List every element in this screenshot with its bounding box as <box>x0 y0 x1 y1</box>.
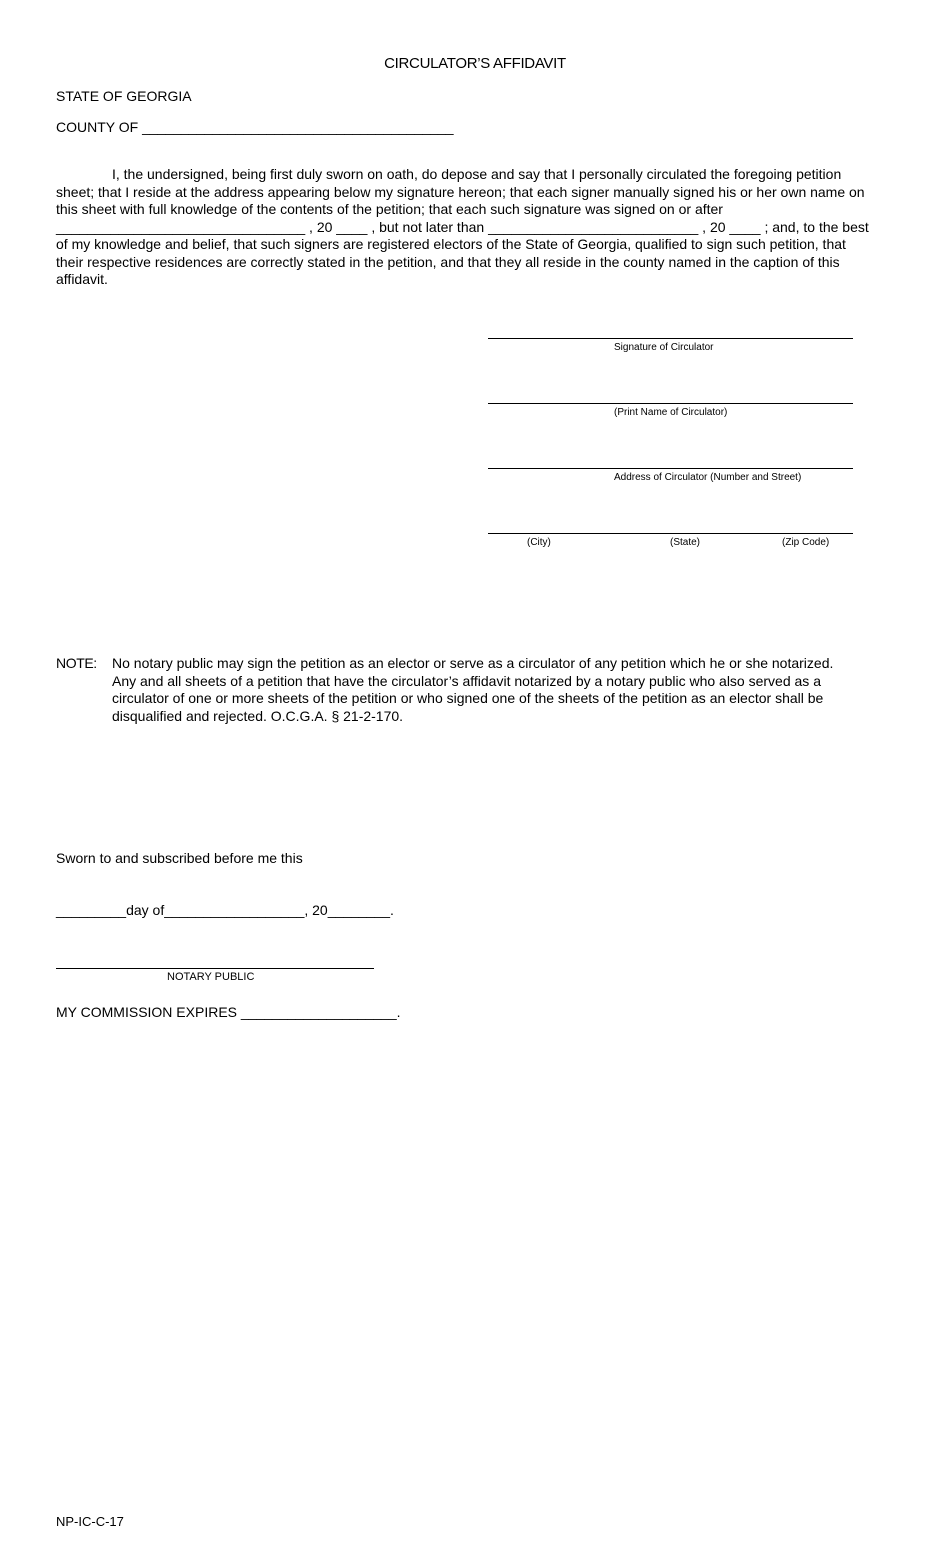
commission-expires: MY COMMISSION EXPIRES ____________________. <box>56 1004 401 1020</box>
signature-label: Signature of Circulator <box>614 342 714 353</box>
county-field: COUNTY OF ________________________________________ <box>56 119 454 135</box>
date-line: _________day of__________________, 20________. <box>56 902 394 918</box>
city-label: (City) <box>527 537 551 548</box>
affidavit-paragraph <box>56 166 876 289</box>
city-state-zip-line <box>488 533 853 534</box>
state-heading: STATE OF GEORGIA <box>56 88 192 104</box>
print-name-line <box>488 403 853 404</box>
state-label: (State) <box>670 537 701 548</box>
address-label: Address of Circulator (Number and Street) <box>614 472 802 483</box>
address-line <box>488 468 853 469</box>
zip-label: (Zip Code) <box>782 537 830 548</box>
page-title: CIRCULATOR’S AFFIDAVIT <box>384 55 566 72</box>
signature-line <box>488 338 853 339</box>
note-text: No notary public may sign the petition as an elector or serve as a circulator of any petition which he or she notarized. Any and all sheets of a petition that have the circulator’s affidavit notarized by a notary public who also served as a circulator of one or more sheets of the petition or who signed one of the sheets of the petition as an elector shall be disqualified and rejected. O.C.G.A. § 21-2-170. <box>112 655 834 724</box>
sworn-statement: Sworn to and subscribed before me this <box>56 850 303 866</box>
affidavit-text: I, the undersigned, being first duly sworn on oath, do depose and say that I personally circulated the foregoing petition sheet; that I reside at the address appearing below my signature hereon; that each signer manually signed his or her own name on this sheet with full knowledge of the contents of the petition; that each such signature was signed on or after ________________________________ , 20 ____ , but not later than ___________________________ , 20 ____ ; and, to the best of my knowledge and belief, that such signers are registered electors of the State of Georgia, qualified to sign such petition, that their respective residences are correctly stated in the petition, and that they all reside in the county named in the caption of this affidavit. <box>56 166 869 287</box>
print-name-label: (Print Name of Circulator) <box>614 407 728 418</box>
notary-public-label: NOTARY PUBLIC <box>167 971 255 983</box>
form-code: NP-IC-C-17 <box>56 1514 124 1529</box>
note-label: NOTE: <box>56 655 97 671</box>
notary-signature-line <box>56 968 374 969</box>
